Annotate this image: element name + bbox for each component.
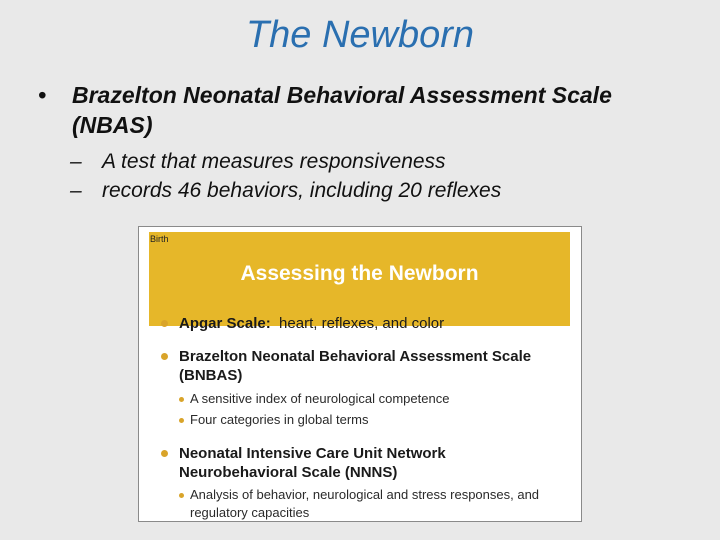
apgar-details: heart, reflexes, and color — [279, 315, 445, 332]
figure-bullet — [161, 450, 168, 457]
figure-sub-bullet — [179, 397, 184, 402]
bullet-dot: • — [38, 82, 47, 108]
dash-marker: – — [70, 179, 82, 202]
assessment-figure — [138, 226, 582, 522]
figure-tag: Birth — [150, 234, 169, 244]
figure-subitem-text: A sensitive index of neurological competence — [190, 391, 450, 406]
figure-subitem-text: Analysis of behavior, neurological and stress responses, and regulatory capacities — [190, 487, 540, 520]
nnns-heading: Neonatal Intensive Care Unit Network Neurobehavioral Scale (NNNS) — [179, 445, 446, 481]
figure-title: Assessing the Newborn — [240, 262, 479, 285]
figure-sub-bullet — [179, 418, 184, 423]
figure-sub-bullet — [179, 493, 184, 498]
dash-marker: – — [70, 150, 82, 173]
figure-bullet — [161, 353, 168, 360]
figure-subitem-text: Four categories in global terms — [190, 412, 369, 427]
sub-bullet-text: A test that measures responsiveness — [102, 150, 446, 173]
figure-bullet — [161, 320, 168, 327]
slide-title: The Newborn — [245, 14, 475, 56]
figure-header-band — [149, 232, 570, 326]
sub-bullet-text: records 46 behaviors, including 20 reflexes — [102, 179, 502, 202]
bnbas-heading: Brazelton Neonatal Behavioral Assessment Scale (BNBAS) — [179, 348, 532, 384]
main-bullet-text: Brazelton Neonatal Behavioral Assessment Scale (NBAS) — [72, 82, 612, 138]
apgar-heading: Apgar Scale: — [179, 315, 271, 332]
